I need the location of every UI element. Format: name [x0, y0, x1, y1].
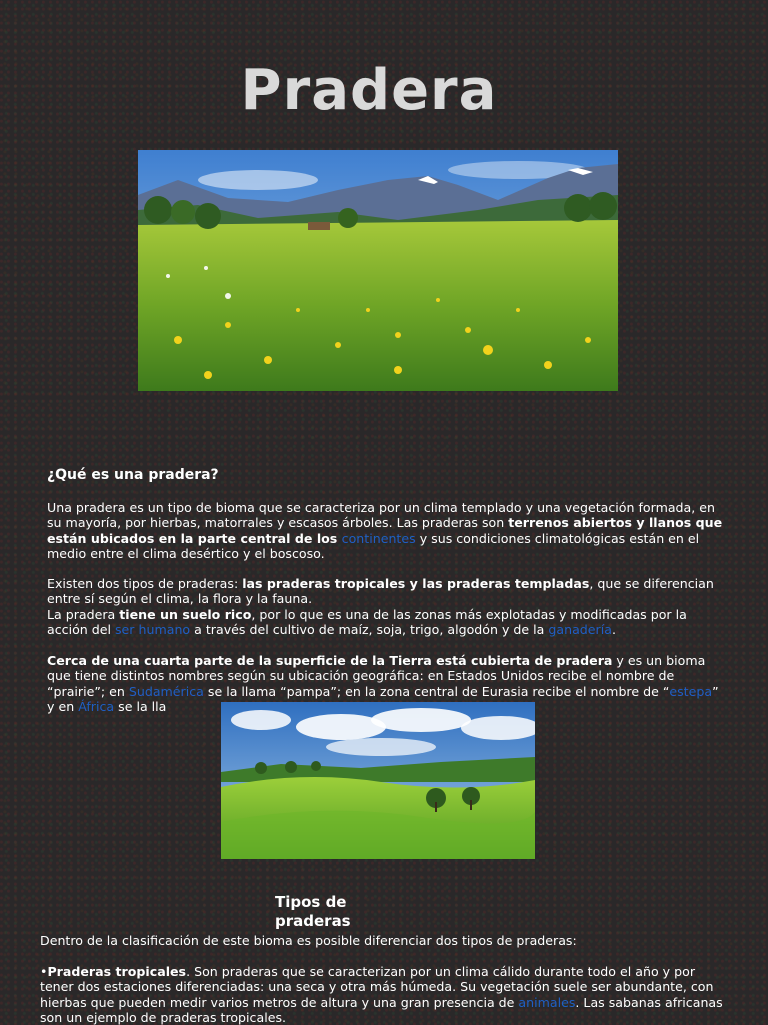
meadow-mountains-image: [138, 150, 618, 391]
link-ser-humano[interactable]: ser humano: [115, 621, 191, 637]
link-animales[interactable]: animales: [518, 994, 576, 1010]
paragraph-coverage: Cerca de una cuarta parte de la superficie de la Tierra está cubierta de pradera y es un bioma que tiene distintos nombres según su ubicación geográfica: en Estados Unidos recibe el nombre de “prairie”; en Sudamérica se la llama “pampa”; en la zona central de Eurasia recibe el nombre de “estepa” y en África se la lla: [47, 653, 719, 714]
link-continentes[interactable]: continentes: [341, 530, 416, 546]
link-estepa[interactable]: estepa: [669, 683, 713, 699]
link-sudamerica[interactable]: Sudamérica: [128, 683, 204, 699]
paragraph-definition: Una pradera es un tipo de bioma que se caracteriza por un clima templado y una vegetación formada, en su mayoría, por hierbas, matorrales y escasos árboles. Las praderas son terrenos abiertos y llanos que están ubicados en la parte central de los continentes y sus condiciones climatológicas están en el medio entre el clima desértico y el boscoso.: [47, 500, 723, 561]
link-ganaderia[interactable]: ganadería: [548, 621, 612, 637]
link-africa[interactable]: África: [78, 698, 115, 714]
green-hills-image: [221, 702, 535, 859]
section-heading-what-is: ¿Qué es una pradera?: [47, 467, 219, 483]
page-title: Pradera: [240, 58, 498, 123]
paragraph-types-intro: Dentro de la clasificación de este bioma es posible diferenciar dos tipos de praderas:: [40, 933, 577, 948]
section-heading-types: Tipos de praderas: [275, 893, 351, 930]
paragraph-types: Existen dos tipos de praderas: las praderas tropicales y las praderas templadas, que se diferencian entre sí según el clima, la flora y la fauna. La pradera tiene un suelo rico, por lo que es una de las zonas más explotadas y modificadas por la acción del ser humano a través del cultivo de maíz, soja, trigo, algodón y de la ganadería.: [47, 576, 714, 637]
list-item-tropical: •Praderas tropicales. Son praderas que se caracterizan por un clima cálido durante todo el año y por tener dos estaciones diferenciadas: una seca y otra más húmeda. Su vegetación suele ser abundante, con hierbas que pueden medir varios metros de altura y una gran presencia de animales. Las sabanas africanas son un ejemplo de praderas tropicales.: [40, 964, 723, 1025]
